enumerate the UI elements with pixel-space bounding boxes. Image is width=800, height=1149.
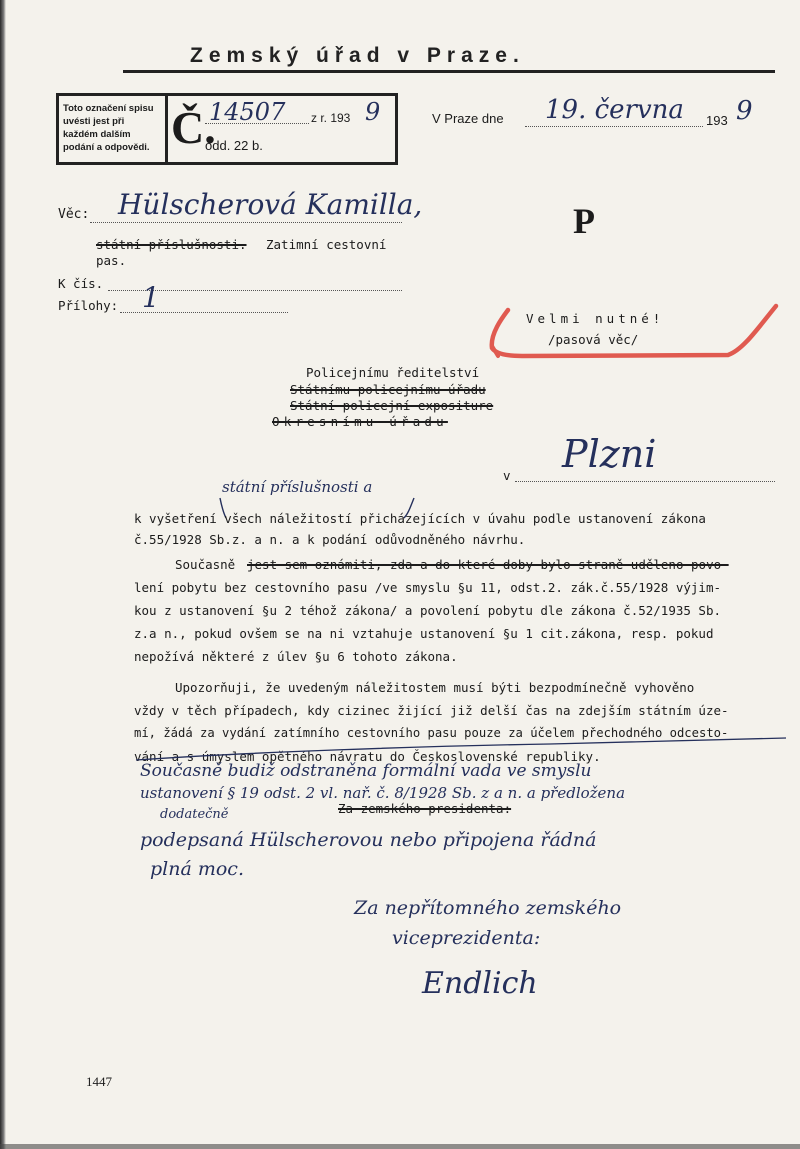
hand-note-line-1: Současně budiž odstraněna formální vada ve smyslu [140, 761, 592, 781]
recipient-2: Státnímu policejnímu úřadu [290, 382, 486, 397]
reference-year-digit: 9 [365, 98, 381, 126]
recipient-v: v [503, 468, 511, 483]
prilohy-label: Přílohy: [58, 298, 119, 313]
handwritten-insert: státní příslušnosti a [222, 478, 373, 496]
body-p3-line-1: Upozorňuji, že uvedeným náležitostem musí býti bezpodmínečně vyhověno [175, 680, 695, 695]
urgent-line-2: /pasová věc/ [548, 332, 639, 347]
subject-label: Věc: [58, 207, 90, 222]
recipient-1: Policejnímu ředitelství [306, 365, 480, 380]
reference-letter: Č. [171, 102, 216, 153]
recipient-place: Plzni [562, 432, 657, 476]
box-divider [165, 96, 168, 162]
scan-edge [0, 0, 6, 1149]
body-p2-line-3: z.a n., pokud ovšem se na ni vztahuje ustanovení §u 1 cit.zákona, resp. pokud [134, 626, 714, 641]
k-cis-label: K čís. [58, 276, 104, 291]
reference-number: 14507 [209, 98, 286, 126]
reference-dept: odd. 22 b. [205, 138, 263, 153]
subject-dots [90, 222, 402, 223]
date-year-digit: 9 [736, 96, 753, 126]
urgent-line-1: Velmi nutné! [526, 311, 665, 326]
signature: Endlich [422, 966, 538, 1001]
body-p2-line-1: lení pobytu bez cestovního pasu /ve smyslu §u 11, odst.2. zák.č.55/1928 výjim- [134, 580, 721, 595]
stamp-letter: P [573, 201, 595, 241]
reference-year-prefix: z r. 193 [311, 111, 351, 125]
reference-box [56, 93, 398, 165]
body-p2-struck: jest sem oznámiti, zda a do které doby bylo straně uděleno povo- [247, 557, 729, 572]
prilohy-value: 1 [142, 281, 160, 314]
body-p3-line-4: vání a s úmyslem opětného návratu do Československé republiky. [134, 749, 601, 764]
body-line-1: k vyšetření všech náležitostí přicházejících v úvahu podle ustanovení zákona [134, 511, 706, 526]
body-p2-line-4: nepožívá některé z úlev §u 6 tohoto zákona. [134, 649, 458, 664]
subject-text-1: Zatimní cestovní [266, 237, 387, 252]
body-p3-line-2: vždy v těch případech, kdy cizinec žijící již delší čas na zdejším státním úze- [134, 703, 729, 718]
signature-struck: Za zemského presidenta: [338, 801, 512, 816]
recipient-place-dots [515, 481, 775, 482]
signature-line-2: viceprezidenta: [392, 927, 541, 949]
body-p3-line-3: mí, žádá za vydání zatímního cestovního pasu pouze za účelem přechodného odcesto- [134, 726, 729, 740]
body-p2-line-2: kou z ustanovení §u 2 téhož zákona/ a povolení pobytu dle zákona č.52/1935 Sb. [134, 603, 721, 618]
scan-edge-bottom [0, 1144, 800, 1149]
hand-note-line-4: plná moc. [150, 858, 244, 880]
office-title: Zemský úřad v Praze. [190, 44, 525, 67]
hand-note-line-2: ustanovení § 19 odst. 2 vl. nař. č. 8/1928 Sb. z a n. a předložena [140, 784, 626, 802]
footer-number: 1447 [86, 1074, 112, 1089]
title-rule [123, 70, 775, 73]
date-year-prefix: 193 [706, 113, 728, 128]
date-dots [525, 126, 703, 127]
date-handwritten: 19. června [545, 95, 684, 125]
recipient-4: Okresnímu úřadu [272, 414, 448, 429]
recipient-3: Státní policejní expositure [290, 398, 494, 413]
body-p2-lead: Současně [175, 557, 236, 572]
hand-note-insert: dodatečně [160, 807, 229, 822]
reference-note: Toto označení spisu uvésti jest při každém dalším podání a odpovědi. [63, 103, 154, 153]
reference-dots [205, 123, 309, 124]
subject-struck: státní příslušnosti. [96, 237, 247, 252]
date-prefix: V Praze dne [432, 111, 504, 126]
signature-line-1: Za nepřítomného zemského [354, 897, 622, 919]
body-line-2: č.55/1928 Sb.z. a n. a k podání odůvodněného návrhu. [134, 532, 526, 547]
hand-note-line-3: podepsaná Hülscherovou nebo připojena řádná [140, 829, 597, 851]
subject-text-2: pas. [96, 253, 127, 268]
subject-name: Hülscherová Kamilla, [118, 188, 423, 221]
